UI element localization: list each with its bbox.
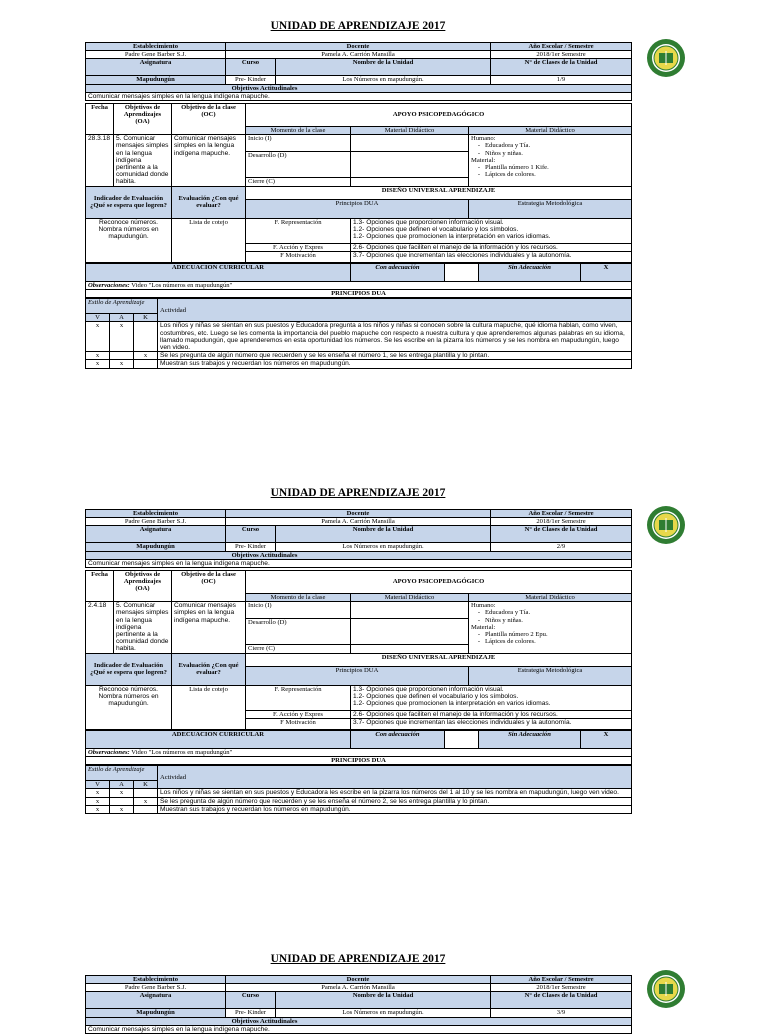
a-label: A	[110, 314, 134, 322]
adecuacion-table	[85, 263, 632, 298]
estrategia-label: Estrategia Metodológica	[469, 666, 632, 685]
header-table	[85, 42, 632, 101]
apoyo-label: APOYO PSICOPEDAGÓGICO	[246, 104, 632, 127]
inicio-label: Inicio (I)	[246, 135, 351, 152]
sin-adecuacion-mark: X	[581, 730, 632, 748]
con-adecuacion-label: Con adecuación	[351, 730, 445, 748]
establecimiento-label: Establecimiento	[86, 976, 226, 984]
f-accion: F. Acción y Expres	[246, 243, 351, 251]
docente-value: Pamela A. Carrión Mansilla	[226, 51, 491, 59]
style-v-mark: x	[86, 797, 110, 805]
actividad-label: Actividad	[158, 766, 632, 789]
style-a-mark	[110, 352, 134, 360]
indicador-label: Indicador de Evaluación ¿Qué se espera que logren?	[86, 653, 172, 685]
curso-value: Pre- Kinder	[226, 543, 276, 551]
curso-label: Curso	[226, 59, 276, 76]
k-label: K	[134, 781, 158, 789]
estrategia-label: Estrategia Metodológica	[469, 199, 632, 218]
unidad-value: Los Números en mapudungún.	[276, 76, 491, 84]
fecha-value: 2.4.18	[86, 602, 114, 653]
principios-dua-title: PRINCIPIOS DUA	[86, 290, 632, 298]
sin-adecuacion-mark: X	[581, 263, 632, 281]
school-logo-icon	[646, 38, 686, 78]
school-logo-icon	[646, 969, 686, 1009]
style-v-mark: x	[86, 805, 110, 813]
clases-label: N° de Clases de la Unidad	[491, 59, 632, 76]
fecha-label: Fecha	[86, 571, 114, 602]
curso-value: Pre- Kinder	[226, 76, 276, 84]
k-label: K	[134, 314, 158, 322]
v-label: V	[86, 314, 110, 322]
activity-text: Se les pregunta de algún número que recuerden y se les enseña el número 2, se les entrega plantilla y lo pintan.	[158, 797, 632, 805]
style-a-mark: x	[110, 360, 134, 368]
clases-value: 2/9	[491, 543, 632, 551]
cierre-material	[351, 178, 469, 186]
establecimiento-label: Establecimiento	[86, 43, 226, 51]
style-a-mark: x	[110, 789, 134, 797]
oc-label: Objetivo de la clase (OC)	[172, 104, 246, 135]
activity-row	[86, 360, 632, 368]
activity-text: Muestran sus trabajos y recuerdan los números en mapudungún.	[158, 360, 632, 368]
desarrollo-material	[351, 152, 469, 178]
establecimiento-label: Establecimiento	[86, 510, 226, 518]
objetivos-actitudinales-value: Comunicar mensajes simples en la lengua indígena mapuche.	[86, 559, 632, 567]
activity-row	[86, 797, 632, 805]
motivacion-strategy: 3.7- Opciones que incrementan las elecciones individuales y la autonomía.	[351, 251, 632, 262]
desarrollo-material	[351, 619, 469, 645]
material-list: Humano: - Educadora y Tía. - Niños y niñas. Material: - Plantilla número 1 Kife. - Lápices de colores.	[469, 135, 632, 186]
material-list: Humano: - Educadora y Tía. - Niños y niñas. Material: - Plantilla número 2 Epu. - Lápices de colores.	[469, 602, 632, 653]
anio-label: Año Escolar / Semestre	[491, 510, 632, 518]
objetivos-actitudinales-label: Objetivos Actitudinales	[86, 551, 632, 559]
observaciones: Observaciones: Video "Los números en mapudungún"	[86, 281, 632, 289]
evaluacion-value: Lista de cotejo	[172, 685, 246, 729]
oa-label: Objetivos de Aprendizajes (OA)	[114, 571, 172, 602]
f-representacion: F. Representación	[246, 218, 351, 243]
clases-value: 3/9	[491, 1009, 632, 1017]
style-a-mark: x	[110, 805, 134, 813]
activities-table	[85, 765, 632, 814]
activity-row	[86, 805, 632, 813]
unidad-value: Los Números en mapudungún.	[276, 1009, 491, 1017]
style-k-mark: x	[134, 352, 158, 360]
diseno-label: DISEÑO UNIVERSAL APRENDIZAJE	[246, 653, 632, 666]
evaluacion-value: Lista de cotejo	[172, 218, 246, 262]
observaciones: Observaciones: Video "Los números en mapudungún"	[86, 748, 632, 756]
style-v-mark: x	[86, 789, 110, 797]
curso-label: Curso	[226, 526, 276, 543]
oa-value: 5. Comunicar mensajes simples en la lengua indígena pertinente a la comunidad donde habita.	[114, 602, 172, 653]
objetivos-actitudinales-value: Comunicar mensajes simples en la lengua indígena mapuche.	[86, 1025, 632, 1033]
material-label: Material Didáctico	[469, 594, 632, 602]
docente-label: Docente	[226, 43, 491, 51]
anio-value: 2018/1er Semestre	[491, 51, 632, 59]
inicio-label: Inicio (I)	[246, 602, 351, 619]
fecha-label: Fecha	[86, 104, 114, 135]
sin-adecuacion-label: Sin Adecuación	[479, 730, 581, 748]
principios-dua-title: PRINCIPIOS DUA	[86, 757, 632, 765]
indicador-label: Indicador de Evaluación ¿Qué se espera que logren?	[86, 186, 172, 218]
material-label: Material Didáctico	[351, 594, 469, 602]
clases-label: N° de Clases de la Unidad	[491, 526, 632, 543]
activity-row	[86, 352, 632, 360]
a-label: A	[110, 781, 134, 789]
clases-value: 1/9	[491, 76, 632, 84]
oc-label: Objetivo de la clase (OC)	[172, 571, 246, 602]
asignatura-label: Asignatura	[86, 526, 226, 543]
estilo-label: Estilo de Aprendizaje	[86, 299, 158, 314]
sin-adecuacion-label: Sin Adecuación	[479, 263, 581, 281]
class-table	[85, 570, 632, 730]
document-title: UNIDAD DE APRENDIZAJE 2017	[270, 20, 446, 32]
unidad-value: Los Números en mapudungún.	[276, 543, 491, 551]
school-logo-icon	[646, 505, 686, 545]
accion-strategy: 2.6- Opciones que faciliten el manejo de la información y los recursos.	[351, 243, 632, 251]
diseno-label: DISEÑO UNIVERSAL APRENDIZAJE	[246, 186, 632, 199]
document-title: UNIDAD DE APRENDIZAJE 2017	[270, 487, 446, 499]
f-accion: F. Acción y Expres	[246, 710, 351, 718]
asignatura-label: Asignatura	[86, 992, 226, 1009]
objetivos-actitudinales-label: Objetivos Actitudinales	[86, 1017, 632, 1025]
representacion-strategies: 1.3- Opciones que proporcionen información visual. 1.2- Opciones que definen el vocabulario y los símbolos. 1.2- Opciones que promocionen la interpretación en varios idiomas.	[351, 685, 632, 710]
anio-label: Año Escolar / Semestre	[491, 43, 632, 51]
evaluacion-label: Evaluación ¿Con qué evaluar?	[172, 653, 246, 685]
asignatura-value: Mapudungún	[86, 543, 226, 551]
header-table	[85, 975, 632, 1034]
anio-value: 2018/1er Semestre	[491, 984, 632, 992]
f-representacion: F. Representación	[246, 685, 351, 710]
unidad-label: Nombre de la Unidad	[276, 526, 491, 543]
inicio-material	[351, 602, 469, 619]
lesson-plan	[85, 20, 631, 369]
style-a-mark	[110, 797, 134, 805]
docente-label: Docente	[226, 976, 491, 984]
style-k-mark	[134, 789, 158, 797]
anio-label: Año Escolar / Semestre	[491, 976, 632, 984]
apoyo-label: APOYO PSICOPEDAGÓGICO	[246, 571, 632, 594]
objetivos-actitudinales-label: Objetivos Actitudinales	[86, 84, 632, 92]
asignatura-label: Asignatura	[86, 59, 226, 76]
activity-text: Muestran sus trabajos y recuerdan los números en mapudungún.	[158, 805, 632, 813]
curso-label: Curso	[226, 992, 276, 1009]
cierre-material	[351, 645, 469, 653]
indicador-value: Reconoce números. Nombra números en mapudungún.	[86, 685, 172, 729]
style-k-mark	[134, 322, 158, 352]
momento-label: Momento de la clase	[246, 127, 351, 135]
asignatura-value: Mapudungún	[86, 1009, 226, 1017]
evaluacion-label: Evaluación ¿Con qué evaluar?	[172, 186, 246, 218]
oa-label: Objetivos de Aprendizajes (OA)	[114, 104, 172, 135]
lesson-plan	[85, 953, 631, 1034]
activity-text: Los niños y niñas se sientan en sus puestos y Educadora les escribe en la pizarra los números del 1 al 10 y se les nombra en mapudungún, luego ven video.	[158, 789, 632, 797]
style-v-mark: x	[86, 360, 110, 368]
clases-label: N° de Clases de la Unidad	[491, 992, 632, 1009]
activity-text: Se les pregunta de algún número que recuerden y se les enseña el número 1, se les entrega plantilla y lo pintan.	[158, 352, 632, 360]
header-table	[85, 509, 632, 568]
establecimiento-value: Padre Gene Barber S.J.	[86, 984, 226, 992]
oc-value: Comunicar mensajes simples en la lengua indígena mapuche.	[172, 135, 246, 186]
cierre-label: Cierre (C)	[246, 645, 351, 653]
adecuacion-label: ADECUACION CURRICULAR	[86, 263, 351, 281]
actividad-label: Actividad	[158, 299, 632, 322]
principios-dua-label: Principios DUA	[246, 666, 469, 685]
oc-value: Comunicar mensajes simples en la lengua indígena mapuche.	[172, 602, 246, 653]
inicio-material	[351, 135, 469, 152]
curso-value: Pre- Kinder	[226, 1009, 276, 1017]
adecuacion-table	[85, 730, 632, 765]
adecuacion-label: ADECUACION CURRICULAR	[86, 730, 351, 748]
f-motivacion: F Motivación	[246, 251, 351, 262]
docente-label: Docente	[226, 510, 491, 518]
desarrollo-label: Desarrollo (D)	[246, 152, 351, 178]
style-v-mark: x	[86, 352, 110, 360]
style-k-mark	[134, 805, 158, 813]
class-table	[85, 103, 632, 263]
style-k-mark	[134, 360, 158, 368]
unidad-label: Nombre de la Unidad	[276, 992, 491, 1009]
establecimiento-value: Padre Gene Barber S.J.	[86, 51, 226, 59]
style-k-mark: x	[134, 797, 158, 805]
anio-value: 2018/1er Semestre	[491, 518, 632, 526]
document-title: UNIDAD DE APRENDIZAJE 2017	[270, 953, 446, 965]
con-adecuacion-label: Con adecuación	[351, 263, 445, 281]
objetivos-actitudinales-value: Comunicar mensajes simples en la lengua indígena mapuche.	[86, 92, 632, 100]
unidad-label: Nombre de la Unidad	[276, 59, 491, 76]
activities-table	[85, 298, 632, 368]
oa-value: 5. Comunicar mensajes simples en la lengua indígena pertinente a la comunidad donde habita.	[114, 135, 172, 186]
v-label: V	[86, 781, 110, 789]
docente-value: Pamela A. Carrión Mansilla	[226, 518, 491, 526]
docente-value: Pamela A. Carrión Mansilla	[226, 984, 491, 992]
representacion-strategies: 1.3- Opciones que proporcionen información visual. 1.2- Opciones que definen el vocabulario y los símbolos. 1.2- Opciones que promocionen la interpretación en varios idiomas.	[351, 218, 632, 243]
activity-text: Los niños y niñas se sientan en sus puestos y Educadora pregunta a los niños y niñas si conocen sobre la cultura mapuche, qué idioma hablan, como viven, costumbres, etc. Luego se les comenta la importancia del pueblo mapuche con respecto a nuestra cultura y que aprenderemos algunas palabras en su idioma, llamado mapudungún, que aprenderemos en esta oportunidad los números. Se les escribe en la pizarra los números y se les nombra en mapudungún, luego ven video.	[158, 322, 632, 352]
style-a-mark: x	[110, 322, 134, 352]
activity-row	[86, 789, 632, 797]
lesson-plan	[85, 487, 631, 814]
motivacion-strategy: 3.7- Opciones que incrementan las elecciones individuales y la autonomía.	[351, 718, 632, 729]
desarrollo-label: Desarrollo (D)	[246, 619, 351, 645]
indicador-value: Reconoce números. Nombra números en mapudungún.	[86, 218, 172, 262]
material-label: Material Didáctico	[351, 127, 469, 135]
fecha-value: 28.3.18	[86, 135, 114, 186]
estilo-label: Estilo de Aprendizaje	[86, 766, 158, 781]
activity-row	[86, 322, 632, 352]
cierre-label: Cierre (C)	[246, 178, 351, 186]
con-adecuacion-box	[445, 263, 479, 281]
style-v-mark: x	[86, 322, 110, 352]
material-label: Material Didáctico	[469, 127, 632, 135]
establecimiento-value: Padre Gene Barber S.J.	[86, 518, 226, 526]
con-adecuacion-box	[445, 730, 479, 748]
accion-strategy: 2.6- Opciones que faciliten el manejo de la información y los recursos.	[351, 710, 632, 718]
principios-dua-label: Principios DUA	[246, 199, 469, 218]
momento-label: Momento de la clase	[246, 594, 351, 602]
f-motivacion: F Motivación	[246, 718, 351, 729]
asignatura-value: Mapudungún	[86, 76, 226, 84]
